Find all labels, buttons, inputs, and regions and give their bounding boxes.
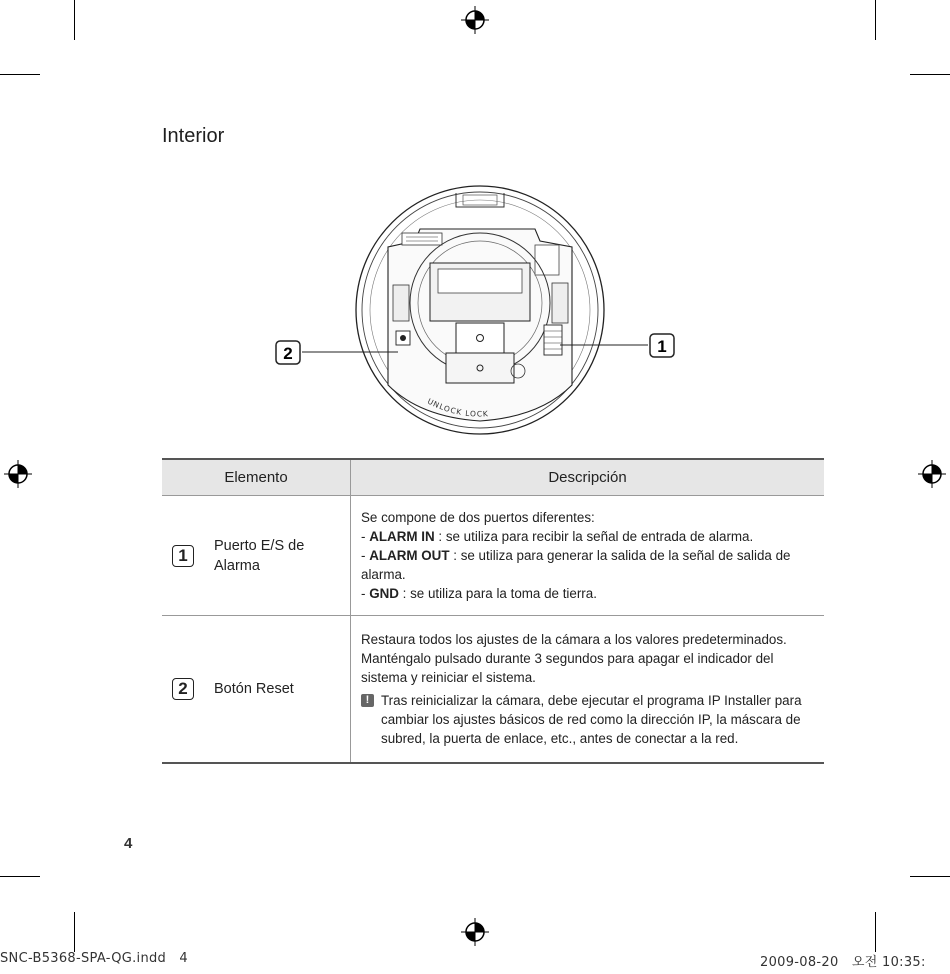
table-header-row <box>162 459 824 496</box>
description-item: - GND : se utiliza para la toma de tierra. <box>361 586 597 601</box>
note-text: Tras reinicializar la cámara, debe ejecutar el programa IP Installer para cambiar los ajustes básicos de red como la dirección IP, la máscara de subred, la puerta de enlace, etc., antes de conectar a la red. <box>381 692 802 746</box>
description-cell <box>351 616 825 763</box>
element-name: Botón Reset <box>214 680 294 697</box>
table-row <box>162 496 824 616</box>
crop-mark-top-left-v <box>74 0 75 40</box>
header-element: Elemento <box>162 459 351 496</box>
description-item: - ALARM OUT : se utiliza para generar la salida de la señal de salida de alarma. <box>361 548 791 582</box>
element-cell <box>162 616 351 763</box>
svg-text:UNLOCK LOCK: UNLOCK LOCK <box>425 396 490 419</box>
footer-timestamp: 2009-08-20 오전 10:35: <box>760 955 926 970</box>
page-number: 4 <box>124 835 133 852</box>
registration-mark-top-icon <box>460 5 490 35</box>
component-table <box>162 458 824 764</box>
description-intro: Se compone de dos puertos diferentes: <box>361 510 595 525</box>
registration-mark-bottom-icon <box>460 917 490 947</box>
crop-mark-bottom-left-v <box>74 912 75 952</box>
item-number-badge: 1 <box>172 545 194 567</box>
crop-mark-top-right-v <box>875 0 876 40</box>
description-text: Manténgalo pulsado durante 3 segundos para apagar el indicador del sistema y reiniciar el sistema. <box>361 650 774 685</box>
element-cell <box>162 496 351 616</box>
crop-mark-bottom-left-h <box>0 876 40 877</box>
note-block <box>361 691 814 748</box>
element-name: Puerto E/S de Alarma <box>214 537 305 574</box>
description-text: Restaura todos los ajustes de la cámara a los valores predeterminados. <box>361 631 787 647</box>
registration-mark-right-icon <box>917 459 947 489</box>
description-item: - ALARM IN : se utiliza para recibir la señal de entrada de alarma. <box>361 529 754 544</box>
callout-1-label: 1 <box>657 337 667 356</box>
description-cell <box>351 496 825 616</box>
header-description: Descripción <box>351 459 825 496</box>
crop-mark-bottom-right-v <box>875 912 876 952</box>
item-number-badge: 2 <box>172 678 194 700</box>
crop-mark-top-left-h <box>0 74 40 75</box>
registration-mark-left-icon <box>3 459 33 489</box>
table-row <box>162 616 824 763</box>
note-warning-icon: ! <box>361 694 374 707</box>
footer-filename: SNC-B5368-SPA-QG.indd 4 <box>0 951 188 966</box>
crop-mark-top-right-h <box>910 74 950 75</box>
crop-mark-bottom-right-h <box>910 876 950 877</box>
callout-2-label: 2 <box>283 344 293 363</box>
camera-interior-figure <box>270 185 690 445</box>
section-title: Interior <box>162 125 225 147</box>
